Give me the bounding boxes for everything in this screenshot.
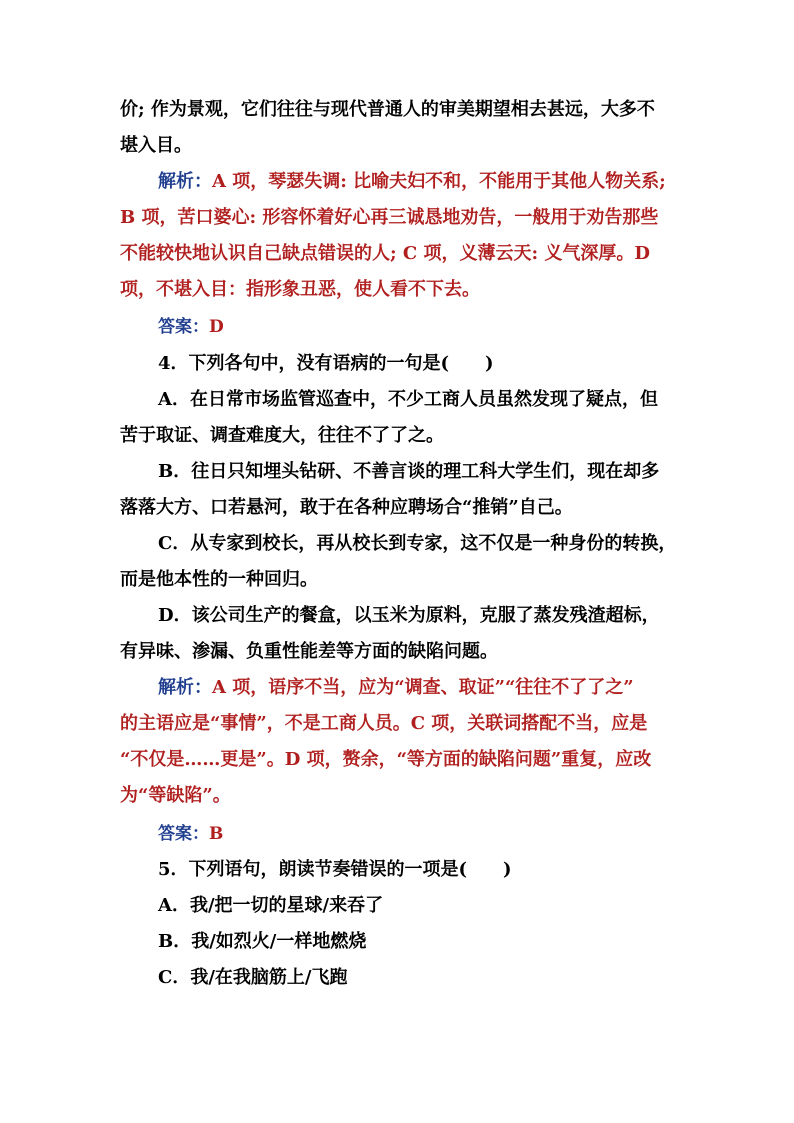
- option-c: C．从专家到校长，再从校长到专家，这不仅是一种身份的转换，: [158, 533, 677, 554]
- option-a-cont: 苦于取证、调查难度大，往往不了了之。: [120, 425, 444, 446]
- analysis-text: A 项，语序不当，应为“调查、取证”“往往不了了之”: [212, 677, 634, 698]
- answer-line: [158, 822, 223, 846]
- option-b: B．我/如烈火/一样地燃烧: [158, 931, 367, 952]
- question-stem: 5．下列语句，朗读节奏错误的一项是( ): [158, 859, 512, 880]
- analysis-line: “不仅是……更是”。D 项，赘余，“等方面的缺陷问题”重复，应改: [120, 749, 652, 770]
- analysis-line: 项，不堪入目：指形象丑恶，使人看不下去。: [120, 279, 480, 300]
- answer-label: 答案：: [158, 317, 209, 337]
- answer-label: 答案：: [158, 824, 209, 844]
- answer-line: [158, 315, 224, 339]
- option-d-cont: 有异味、渗漏、负重性能差等方面的缺陷问题。: [120, 641, 498, 662]
- analysis-label: 解析：: [158, 677, 212, 698]
- analysis-line: 为“等缺陷”。: [120, 785, 231, 806]
- analysis-line: B 项，苦口婆心: 形容怀着好心再三诚恳地劝告，一般用于劝告那些: [120, 207, 659, 228]
- answer-value: D: [209, 317, 224, 337]
- option-b: B．往日只知埋头钻研、不善言谈的理工科大学生们，现在却多: [158, 461, 660, 482]
- text-line: 堪入目。: [120, 135, 192, 156]
- text-line: 价; 作为景观，它们往往与现代普通人的审美期望相去甚远，大多不: [120, 99, 655, 120]
- analysis-line: [158, 676, 634, 700]
- option-a: A．我/把一切的星球/来吞了: [158, 895, 384, 916]
- option-a: A．在日常市场监管巡查中，不少工商人员虽然发现了疑点，但: [158, 389, 658, 410]
- option-c-cont: 而是他本性的一种回归。: [120, 569, 318, 590]
- option-c: C．我/在我脑筋上/飞跑: [158, 967, 348, 988]
- analysis-line: 的主语应是“事情”，不是工商人员。C 项，关联词搭配不当，应是: [120, 713, 648, 734]
- analysis-line: 不能较快地认识自己缺点错误的人; C 项，义薄云天: 义气深厚。D: [120, 243, 651, 264]
- option-b-cont: 落落大方、口若悬河，敢于在各种应聘场合“推销”自己。: [120, 497, 573, 518]
- analysis-text: A 项，琴瑟失调: 比喻夫妇不和，不能用于其他人物关系;: [212, 171, 666, 192]
- question-stem: 4．下列各句中，没有语病的一句是( ): [158, 353, 494, 374]
- option-d: D．该公司生产的餐盒，以玉米为原料，克服了蒸发残渣超标，: [158, 605, 660, 626]
- analysis-label: 解析：: [158, 171, 212, 192]
- answer-value: B: [209, 824, 224, 844]
- analysis-line: [158, 170, 666, 194]
